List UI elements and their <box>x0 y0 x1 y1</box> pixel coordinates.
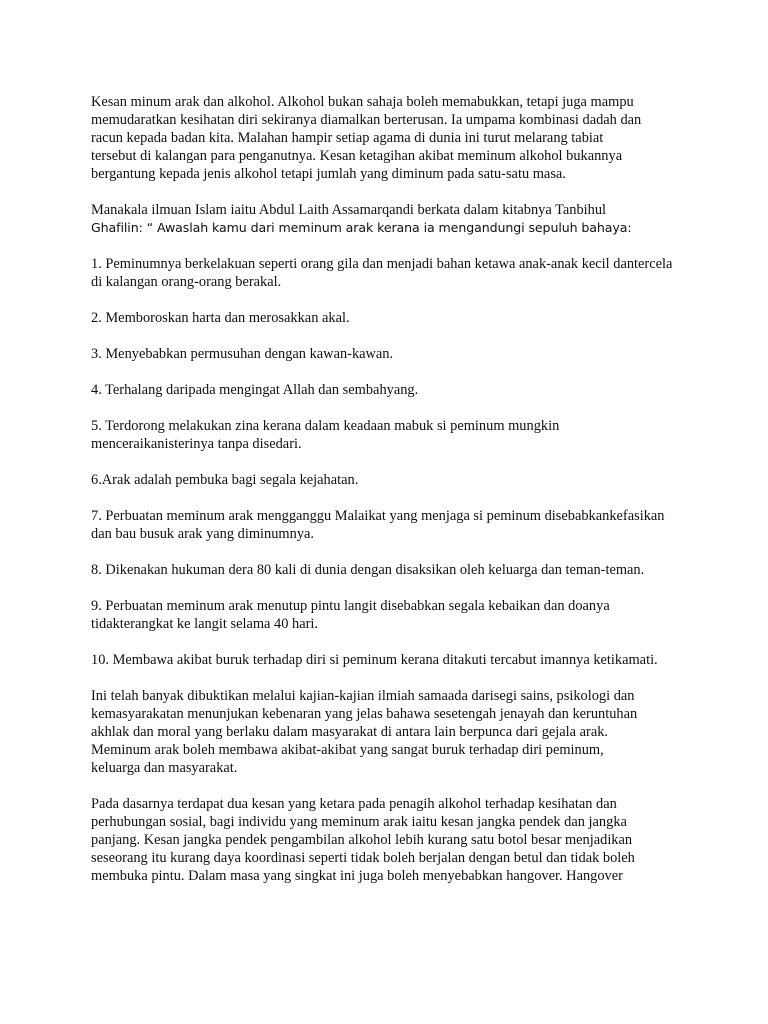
intro-paragraph <box>91 93 683 183</box>
text-line: 1. Peminumnya berkelakuan seperti orang gila dan menjadi bahan ketawa anak-anak kecil dan <box>91 256 635 272</box>
text-line: 7. Perbuatan meminum arak mengganggu Malaikat yang menjaga si peminum disebabkan <box>91 508 610 524</box>
list-item <box>91 597 683 633</box>
text-line: kefasikan dan bau busuk arak yang diminumnya. <box>91 508 665 542</box>
list-item <box>91 309 683 327</box>
text-line: membuka pintu. Dalam masa yang singkat ini juga boleh menyebabkan hangover. Hangover <box>91 868 623 884</box>
text-line: perhubungan sosial, bagi individu yang meminum arak iaitu kesan jangka pendek dan jangka <box>91 814 627 830</box>
text-line: 3. Menyebabkan permusuhan dengan kawan-kawan. <box>91 346 394 362</box>
text-line: keluarga dan masyarakat. <box>91 760 238 776</box>
text-line: seseorang itu kurang daya koordinasi seperti tidak boleh berjalan dengan betul dan tidak boleh <box>91 850 635 866</box>
text-line: Pada dasarnya terdapat dua kesan yang ketara pada penagih alkohol terhadap kesihatan dan <box>91 796 617 812</box>
text-line: 5. Terdorong melakukan zina kerana dalam keadaan mabuk si peminum mungkin menceraikan <box>91 418 560 452</box>
text-line: Manakala ilmuan Islam iaitu Abdul Laith Assamarqandi berkata dalam kitabnya Tanbihul <box>91 202 607 218</box>
list-item <box>91 345 683 363</box>
text-line: 4. Terhalang daripada mengingat Allah dan sembahyang. <box>91 382 419 398</box>
text-line: bergantung kepada jenis alkohol tetapi jumlah yang diminum pada satu-satu masa. <box>91 166 566 182</box>
text-line: tercela di kalangan orang-orang berakal. <box>91 256 673 290</box>
list-item <box>91 561 683 579</box>
text-line: terangkat ke langit selama 40 hari. <box>119 616 318 632</box>
research-paragraph <box>91 687 683 777</box>
list-item <box>91 381 683 399</box>
text-line: mati. <box>628 652 658 668</box>
text-line: isterinya tanpa disedari. <box>164 436 302 452</box>
text-line: akhlak dan moral yang berlaku dalam masyarakat di antara lain berpunca dari gejala arak. <box>91 724 609 740</box>
quote-intro-paragraph <box>91 201 683 237</box>
text-line: Kesan minum arak dan alkohol. Alkohol bukan sahaja boleh memabukkan, tetapi juga mampu <box>91 94 634 110</box>
list-item <box>91 471 683 489</box>
list-item <box>91 651 683 669</box>
text-line: memudaratkan kesihatan diri sekiranya diamalkan berterusan. Ia umpama kombinasi dadah dan <box>91 112 642 128</box>
list-item <box>91 417 683 453</box>
text-line: Meminum arak boleh membawa akibat-akibat yang sangat buruk terhadap diri peminum, <box>91 742 604 758</box>
text-line: panjang. Kesan jangka pendek pengambilan alkohol lebih kurang satu botol besar menjadikan <box>91 832 633 848</box>
text-line: kemasyarakatan menunjukan kebenaran yang jelas bahawa sesetengah jenayah dan keruntuhan <box>91 706 638 722</box>
text-line: 8. Dikenakan hukuman dera 80 kali di dunia dengan disaksikan oleh keluarga dan teman-teman. <box>91 562 645 578</box>
effects-paragraph <box>91 795 683 885</box>
text-line: 9. Perbuatan meminum arak menutup pintu langit disebabkan segala kebaikan dan doanya tidak <box>91 598 610 632</box>
text-line: 6.Arak adalah pembuka bagi segala kejahatan. <box>91 472 359 488</box>
text-line: 2. Memboroskan harta dan merosakkan akal. <box>91 310 350 326</box>
list-item <box>91 255 683 291</box>
list-item <box>91 507 683 543</box>
document-page <box>91 93 683 903</box>
harms-list <box>91 255 683 669</box>
text-line: Ini telah banyak dibuktikan melalui kajian-kajian ilmiah samaada darisegi sains, psikologi dan <box>91 688 635 704</box>
text-line: racun kepada badan kita. Malahan hampir setiap agama di dunia ini turut melarang tabiat <box>91 130 604 146</box>
text-line: 10. Membawa akibat buruk terhadap diri si peminum kerana ditakuti tercabut imannya ketika <box>91 652 629 668</box>
text-line: Ghafilin: “ Awaslah kamu dari meminum arak kerana ia mengandungi sepuluh bahaya: <box>91 220 632 235</box>
text-line: tersebut di kalangan para penganutnya. Kesan ketagihan akibat meminum alkohol bukannya <box>91 148 623 164</box>
